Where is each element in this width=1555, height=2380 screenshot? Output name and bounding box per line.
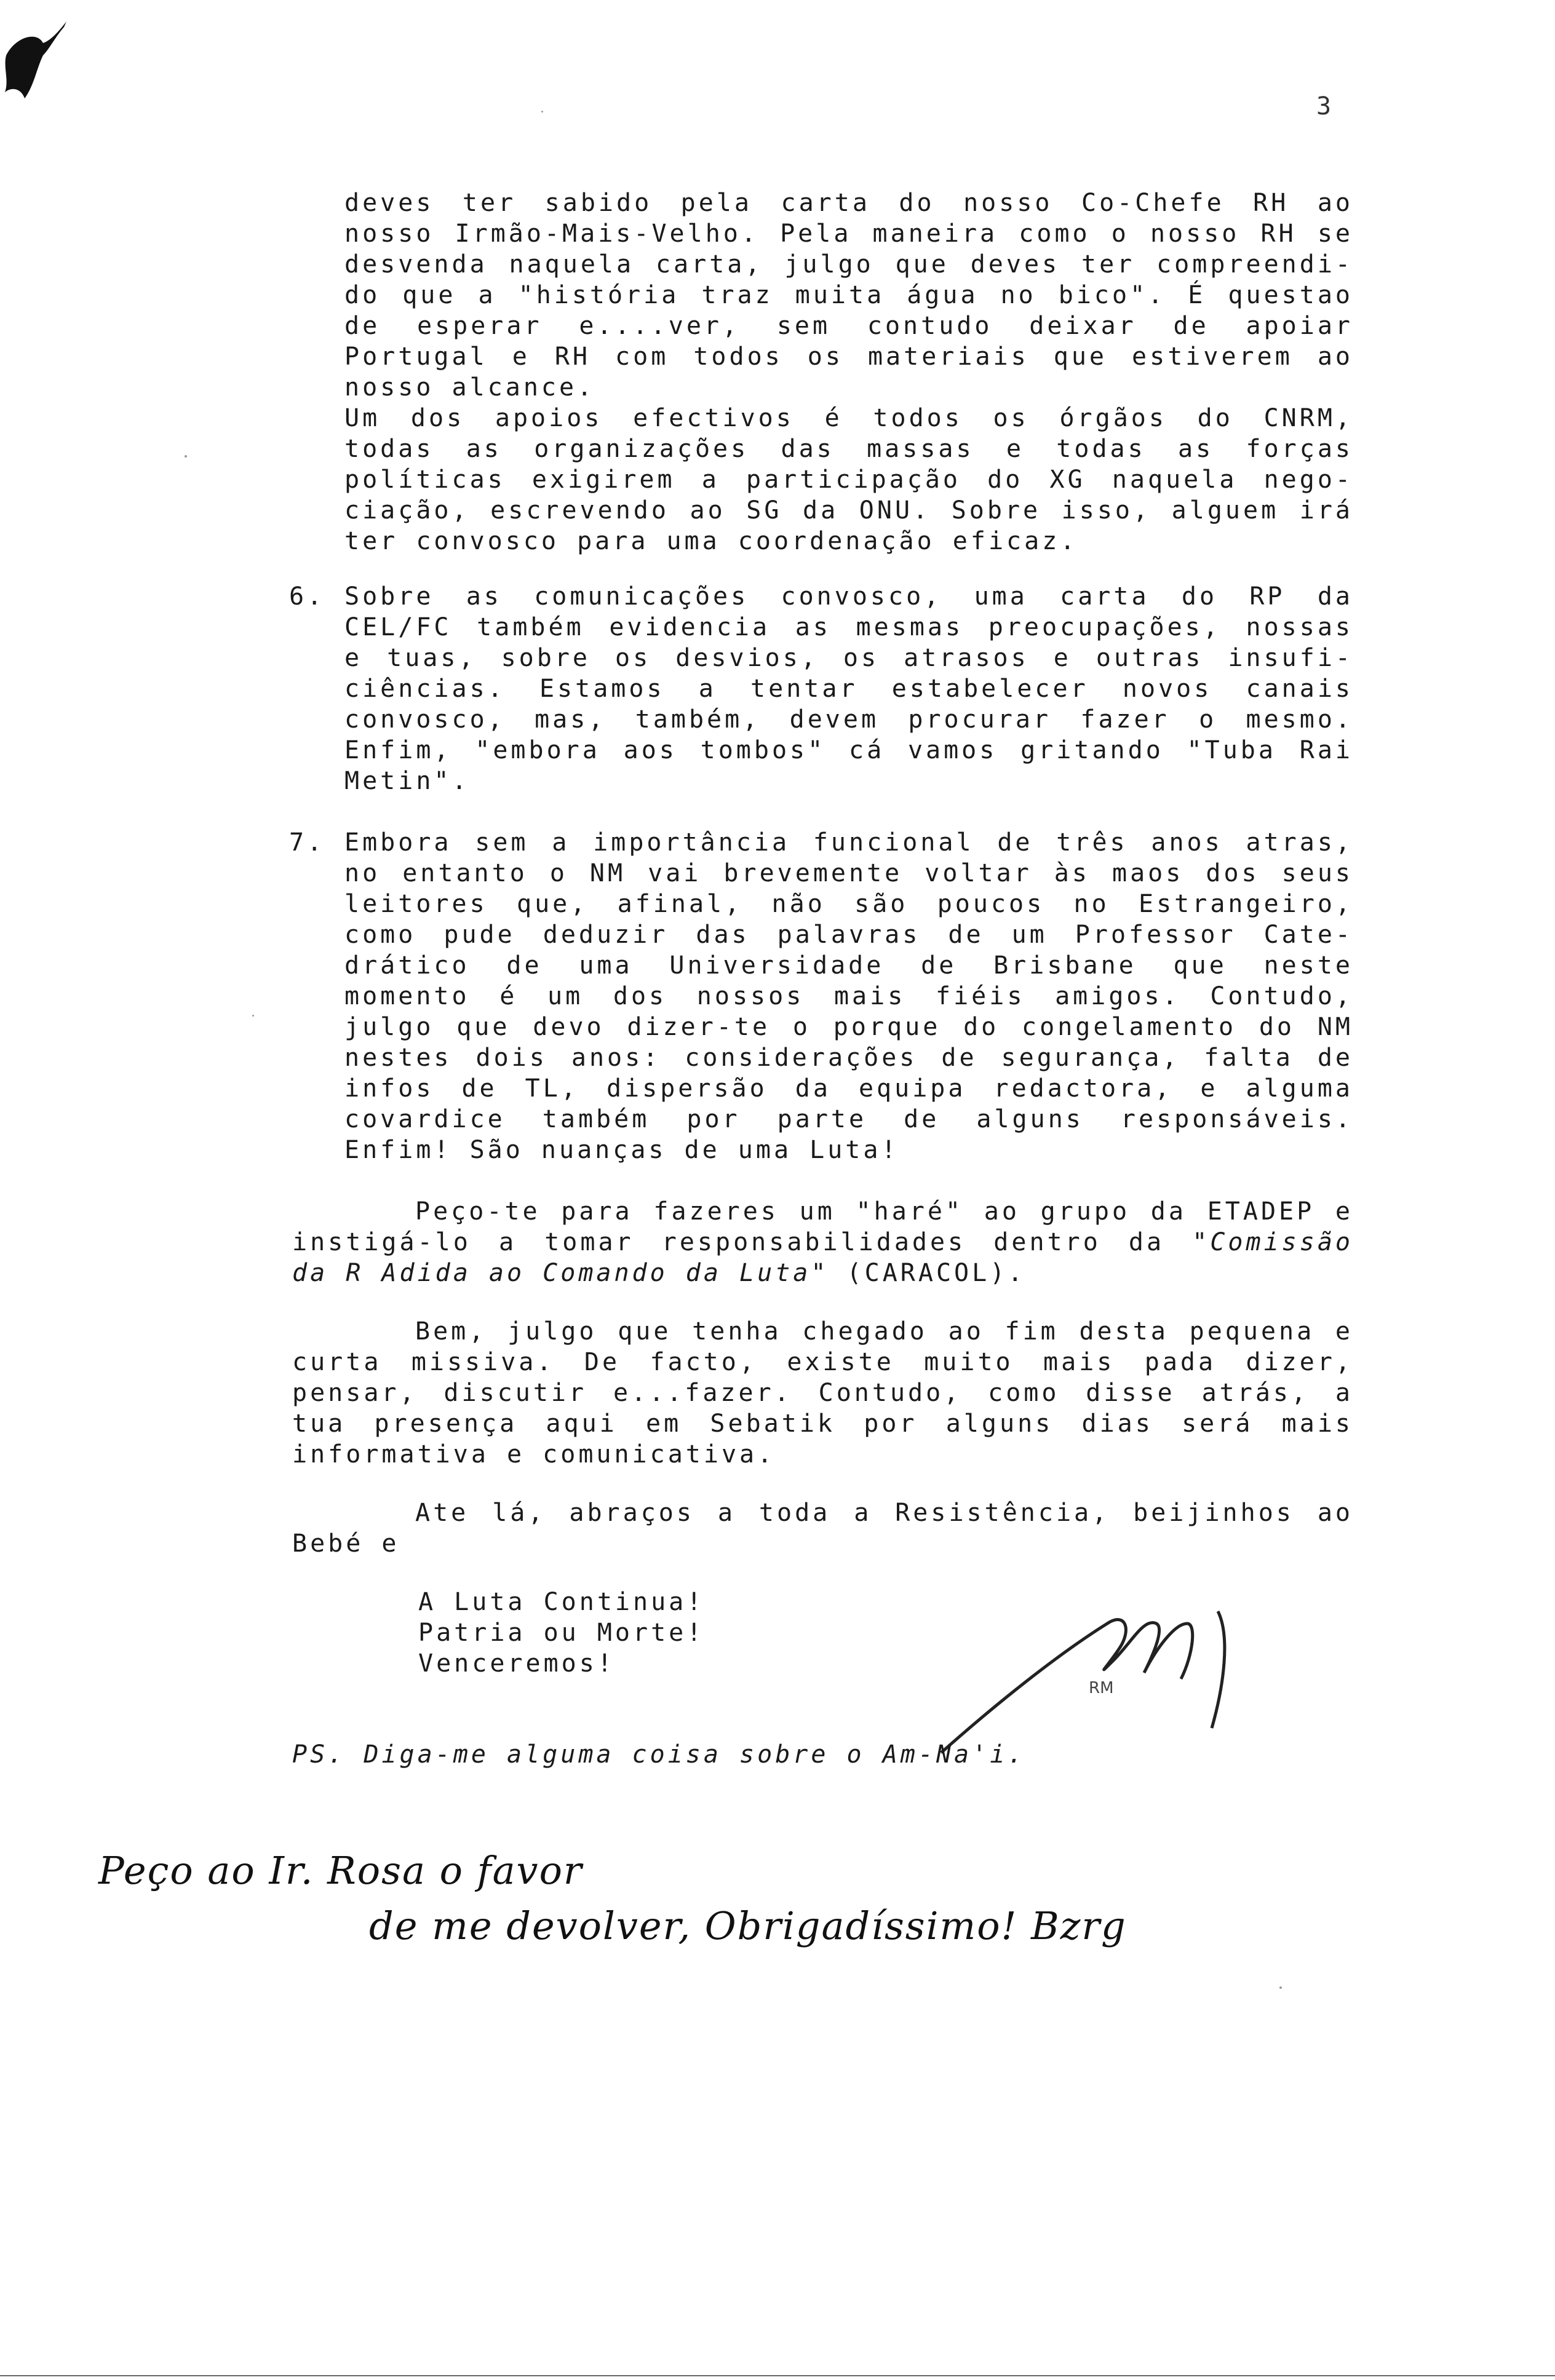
- text-line: momento é um dos nossos mais fiéis amigos. Contudo,: [344, 982, 1353, 1010]
- text-line: do que a "história traz muita água no bico". É questao: [344, 281, 1353, 309]
- italic-fragment: da R Adida ao Comando da Luta": [292, 1259, 829, 1287]
- text-line: leitores que, afinal, não são poucos no Estrangeiro,: [344, 890, 1353, 918]
- text-line: tua presença aqui em Sebatik por alguns dias será mais: [292, 1410, 1353, 1438]
- text-line: Um dos apoios efectivos é todos os órgãos do CNRM,: [344, 404, 1353, 432]
- text-line: e tuas, sobre os desvios, os atrasos e outras insufi-: [344, 644, 1353, 672]
- handwritten-note-line-1: Peço ao Ir. Rosa o favor: [98, 1848, 583, 1893]
- signature-initials: RM: [1089, 1679, 1114, 1697]
- bottom-edge-line: [0, 2375, 1555, 2376]
- text-line: covardice também por parte de alguns responsáveis.: [344, 1105, 1353, 1133]
- text-line: Peço-te para fazeres um "haré" ao grupo da ETADEP e: [415, 1197, 1353, 1226]
- paper-speck: [541, 111, 543, 113]
- text-fragment: instigá-lo a tomar responsabilidades dentro da: [292, 1228, 1165, 1256]
- text-line: Enfim, "embora aos tombos" cá vamos gritando "Tuba Rai: [344, 736, 1353, 764]
- paper-speck: [185, 455, 187, 458]
- item-6-number: 6.: [289, 582, 325, 611]
- text-line: nestes dois anos: considerações de segurança, falta de: [344, 1044, 1353, 1072]
- text-line: convosco, mas, também, devem procurar fazer o mesmo.: [344, 705, 1353, 734]
- intro-paragraph: [344, 188, 1353, 557]
- text-line: [292, 1258, 1353, 1288]
- page-number: 3: [1316, 92, 1332, 121]
- item-6-paragraph: [344, 581, 1353, 796]
- text-line: curta missiva. De facto, existe muito mais pada dizer,: [292, 1348, 1353, 1376]
- text-line: Sobre as comunicações convosco, uma carta do RP da: [344, 582, 1353, 611]
- text-line: infos de TL, dispersão da equipa redactora, e alguma: [344, 1074, 1353, 1103]
- text-fragment: (CARACOL).: [829, 1259, 1026, 1287]
- text-line: Portugal e RH com todos os materiais que estiverem ao: [344, 343, 1353, 371]
- slogans: [418, 1587, 704, 1679]
- farewell-paragraph: [292, 1497, 1353, 1559]
- italic-fragment: "Comissão: [1192, 1228, 1353, 1256]
- text-line: drático de uma Universidade de Brisbane que neste: [344, 951, 1353, 980]
- slogan-line: Venceremos!: [418, 1649, 615, 1678]
- text-line: CEL/FC também evidencia as mesmas preocupações, nossas: [344, 613, 1353, 641]
- slogan-line: Patria ou Morte!: [418, 1619, 705, 1647]
- paper-speck: [1279, 1986, 1282, 1989]
- ink-blot-mark: [0, 18, 68, 105]
- item-7-number: 7.: [289, 828, 325, 857]
- request-paragraph: [292, 1196, 1353, 1288]
- text-line: deves ter sabido pela carta do nosso Co-Chefe RH ao: [344, 189, 1353, 217]
- slogan-line: A Luta Continua!: [418, 1588, 705, 1616]
- text-line: desvenda naquela carta, julgo que deves ter compreendi-: [344, 250, 1353, 279]
- text-line: pensar, discutir e...fazer. Contudo, como disse atrás, a: [292, 1379, 1353, 1407]
- closing-paragraph: [292, 1316, 1353, 1470]
- postscript: PS. Diga-me alguma coisa sobre o Am-Na'i.: [292, 1740, 1026, 1769]
- text-line: ciências. Estamos a tentar estabelecer novos canais: [344, 675, 1353, 703]
- text-line: ciação, escrevendo ao SG da ONU. Sobre isso, alguem irá: [344, 496, 1353, 525]
- text-line: julgo que devo dizer-te o porque do congelamento do NM: [344, 1013, 1353, 1041]
- text-line: nosso alcance.: [344, 373, 595, 402]
- text-line: Embora sem a importância funcional de três anos atras,: [344, 828, 1353, 857]
- text-line: Bebé e: [292, 1529, 400, 1558]
- text-line: políticas exigirem a participação do XG naquela nego-: [344, 466, 1353, 494]
- text-line: informativa e comunicativa.: [292, 1440, 776, 1469]
- text-line: ter convosco para uma coordenação eficaz.: [344, 527, 1078, 555]
- text-line: nosso Irmão-Mais-Velho. Pela maneira como o nosso RH se: [344, 220, 1353, 248]
- text-line: como pude deduzir das palavras de um Professor Cate-: [344, 921, 1353, 949]
- text-line: Enfim! São nuanças de uma Luta!: [344, 1136, 899, 1164]
- text-line: de esperar e....ver, sem contudo deixar de apoiar: [344, 312, 1353, 340]
- handwritten-note-line-2: de me devolver, Obrigadíssimo! Bzrg: [369, 1903, 1127, 1948]
- text-line: no entanto o NM vai brevemente voltar às maos dos seus: [344, 859, 1353, 887]
- text-line: Metin".: [344, 767, 470, 795]
- paper-speck: [252, 1015, 254, 1017]
- text-line: Ate lá, abraços a toda a Resistência, beijinhos ao: [415, 1499, 1353, 1527]
- text-line: [292, 1227, 1353, 1258]
- item-7-paragraph: [344, 827, 1353, 1165]
- text-line: todas as organizações das massas e todas as forças: [344, 435, 1353, 463]
- text-line: Bem, julgo que tenha chegado ao fim desta pequena e: [415, 1317, 1353, 1346]
